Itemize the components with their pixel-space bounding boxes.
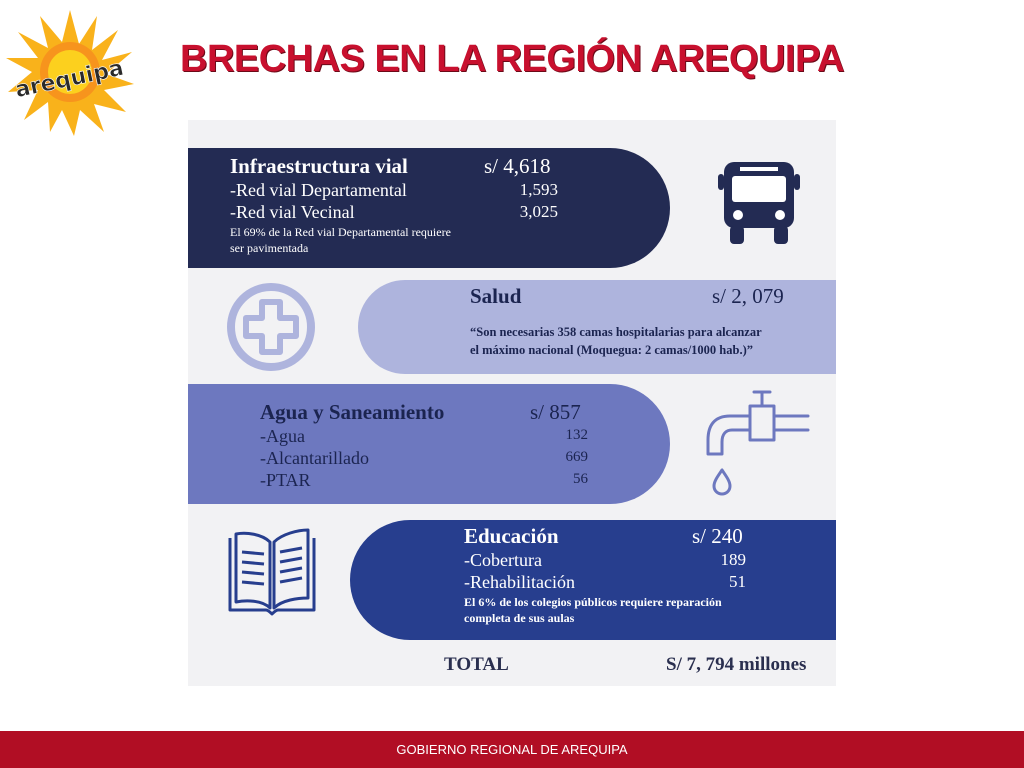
health-cross-icon: [226, 282, 316, 372]
section-note: El 69% de la Red vial Departamental requiere: [230, 225, 451, 239]
item-label: -Cobertura: [464, 550, 542, 570]
section-name: Salud: [470, 284, 522, 308]
section-name: Educación: [464, 524, 559, 548]
infraestructura-vial-band: [188, 148, 670, 268]
item-label: -PTAR: [260, 470, 311, 490]
page-title: BRECHAS EN LA REGIÓN AREQUIPA: [180, 38, 844, 80]
item-value: 51: [729, 572, 746, 591]
section-note: El 6% de los colegios públicos requiere reparación: [464, 595, 722, 609]
open-book-icon: [226, 524, 318, 618]
section-note: completa de sus aulas: [464, 611, 575, 625]
footer-text: GOBIERNO REGIONAL DE AREQUIPA: [396, 742, 628, 757]
item-value: 3,025: [519, 202, 558, 221]
footer-bar: [0, 731, 1024, 768]
item-value: 189: [720, 550, 746, 569]
section-quote: “Son necesarias 358 camas hospitalarias para alcanzar: [470, 325, 762, 339]
item-value: 132: [565, 427, 588, 443]
item-label: -Rehabilitación: [464, 572, 575, 592]
section-amount: s/ 240: [692, 524, 743, 548]
total-value: S/ 7, 794 millones: [666, 654, 807, 675]
faucet-icon: [700, 386, 812, 500]
total-label: TOTAL: [444, 654, 509, 675]
item-label: -Red vial Departamental: [230, 180, 407, 200]
item-label: -Red vial Vecinal: [230, 202, 355, 222]
section-name: Agua y Saneamiento: [260, 400, 445, 424]
agua-saneamiento-band: [188, 384, 670, 504]
section-quote: el máximo nacional (Moquegua: 2 camas/1000 hab.)”: [470, 343, 753, 357]
item-label: -Alcantarillado: [260, 448, 369, 468]
logo-text: arequipa: [12, 55, 126, 104]
item-label: -Agua: [260, 426, 305, 446]
section-note: ser pavimentada: [230, 241, 309, 255]
salud-band: [358, 280, 836, 374]
section-name: Infraestructura vial: [230, 154, 408, 178]
section-amount: s/ 857: [530, 400, 581, 424]
item-value: 1,593: [519, 180, 558, 199]
bus-icon: [718, 160, 800, 246]
section-amount: s/ 4,618: [484, 154, 551, 178]
educacion-band: [350, 520, 836, 640]
item-value: 56: [573, 471, 588, 487]
infographic-panel: [188, 120, 836, 686]
item-value: 669: [565, 449, 588, 465]
arequipa-sun-logo: [2, 6, 138, 138]
section-amount: s/ 2, 079: [712, 284, 784, 308]
